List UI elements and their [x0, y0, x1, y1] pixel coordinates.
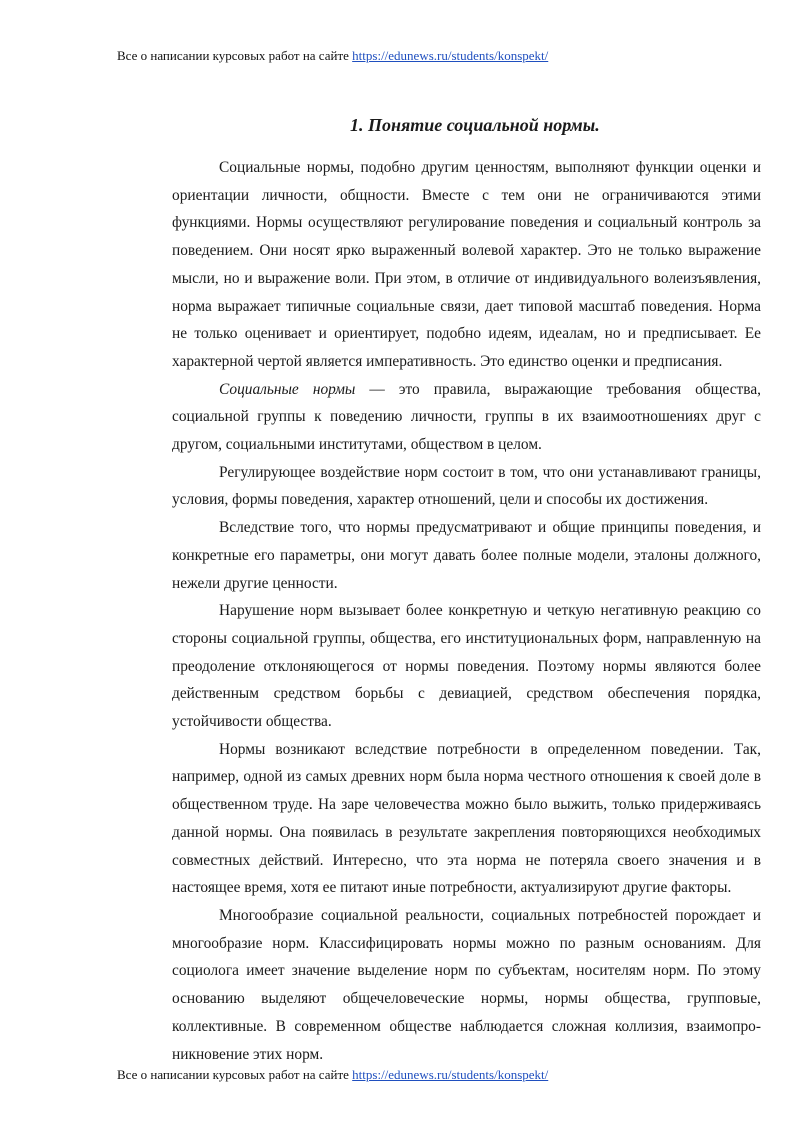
paragraph-3: Регулирующее воздействие норм состоит в том, что они устанавливают границы, условия, формы поведения, характер отношений, цели и способы их достижения. [172, 463, 761, 509]
paragraph-2 [172, 376, 761, 459]
definition-term: Социальные нормы [219, 380, 356, 398]
paragraph-6: Нормы возникают вследствие потребности в определенном поведении. Так, например, одной из самых древних норм была норма честного отношения к своей доле в общественном труде. На заре человечества можно было выжить, только придерживаясь данной нормы. Она появилась в результате закрепления повторяющихся необходимых совместных действий. Интересно, что эта норма не потеряла своего значения и в настоящее время, хотя ее питают иные потребности, актуализируют другие факторы. [172, 740, 761, 897]
paragraph-5: Нарушение норм вызывает более конкретную и четкую негативную реакцию со стороны социальной группы, общества, его институциональных форм, направленную на преодоление отклоняющегося от нормы поведения. Поэтому нормы являются более действенным средством борьбы с девиацией, средством обеспечения порядка, устойчивости общества. [172, 602, 761, 731]
section-title: 1. Понятие социальной нормы. [350, 115, 600, 135]
page-header [117, 48, 548, 64]
paragraph-4: Вследствие того, что нормы предусматривают и общие принципы поведения, и конкретные его параметры, они могут давать более полные модели, эталоны должного, нежели другие ценности. [172, 519, 761, 592]
paragraph-7: Многообразие социальной реальности, социальных потребностей порождает и многообразие норм. Классифицировать нормы можно по разным основаниям. Для социолога имеет значение выделение норм по субъектам, носителям норм. По этому основанию выделяют общечеловеческие нормы, нормы общества, групповые, коллективные. В современном обществе наблюдается сложная коллизия, взаимопро-никновение этих норм. [172, 906, 761, 1063]
page-footer [117, 1067, 548, 1083]
body-text [172, 154, 761, 1068]
header-text: Все о написании курсовых работ на сайте [117, 48, 353, 63]
footer-text: Все о написании курсовых работ на сайте [117, 1067, 353, 1082]
definition-text: — это правила, выражающие требования общества, социальной группы к поведению личности, группы в их взаимоотношениях друг с другом, социальными институтами, обществом в целом. [172, 380, 761, 454]
footer-link[interactable]: https://edunews.ru/students/konspekt/ [352, 1067, 549, 1082]
header-link[interactable]: https://edunews.ru/students/konspekt/ [352, 48, 549, 63]
paragraph-1: Социальные нормы, подобно другим ценностям, выполняют функции оценки и ориентации личности, общности. Вместе с тем они не ограничиваются этими функциями. Нормы осуществляют регулирование поведения и социальный контроль за поведением. Они носят ярко выраженный волевой характер. Это не только выражение мысли, но и выражение воли. При этом, в отличие от индивидуального волеизъявления, норма выражает типичные социальные связи, дает типовой масштаб поведения. Норма не только оценивает и ориентирует, подобно идеям, идеалам, но и предписывает. Ее характерной чертой является императивность. Это единство оценки и предписания. [172, 159, 761, 370]
